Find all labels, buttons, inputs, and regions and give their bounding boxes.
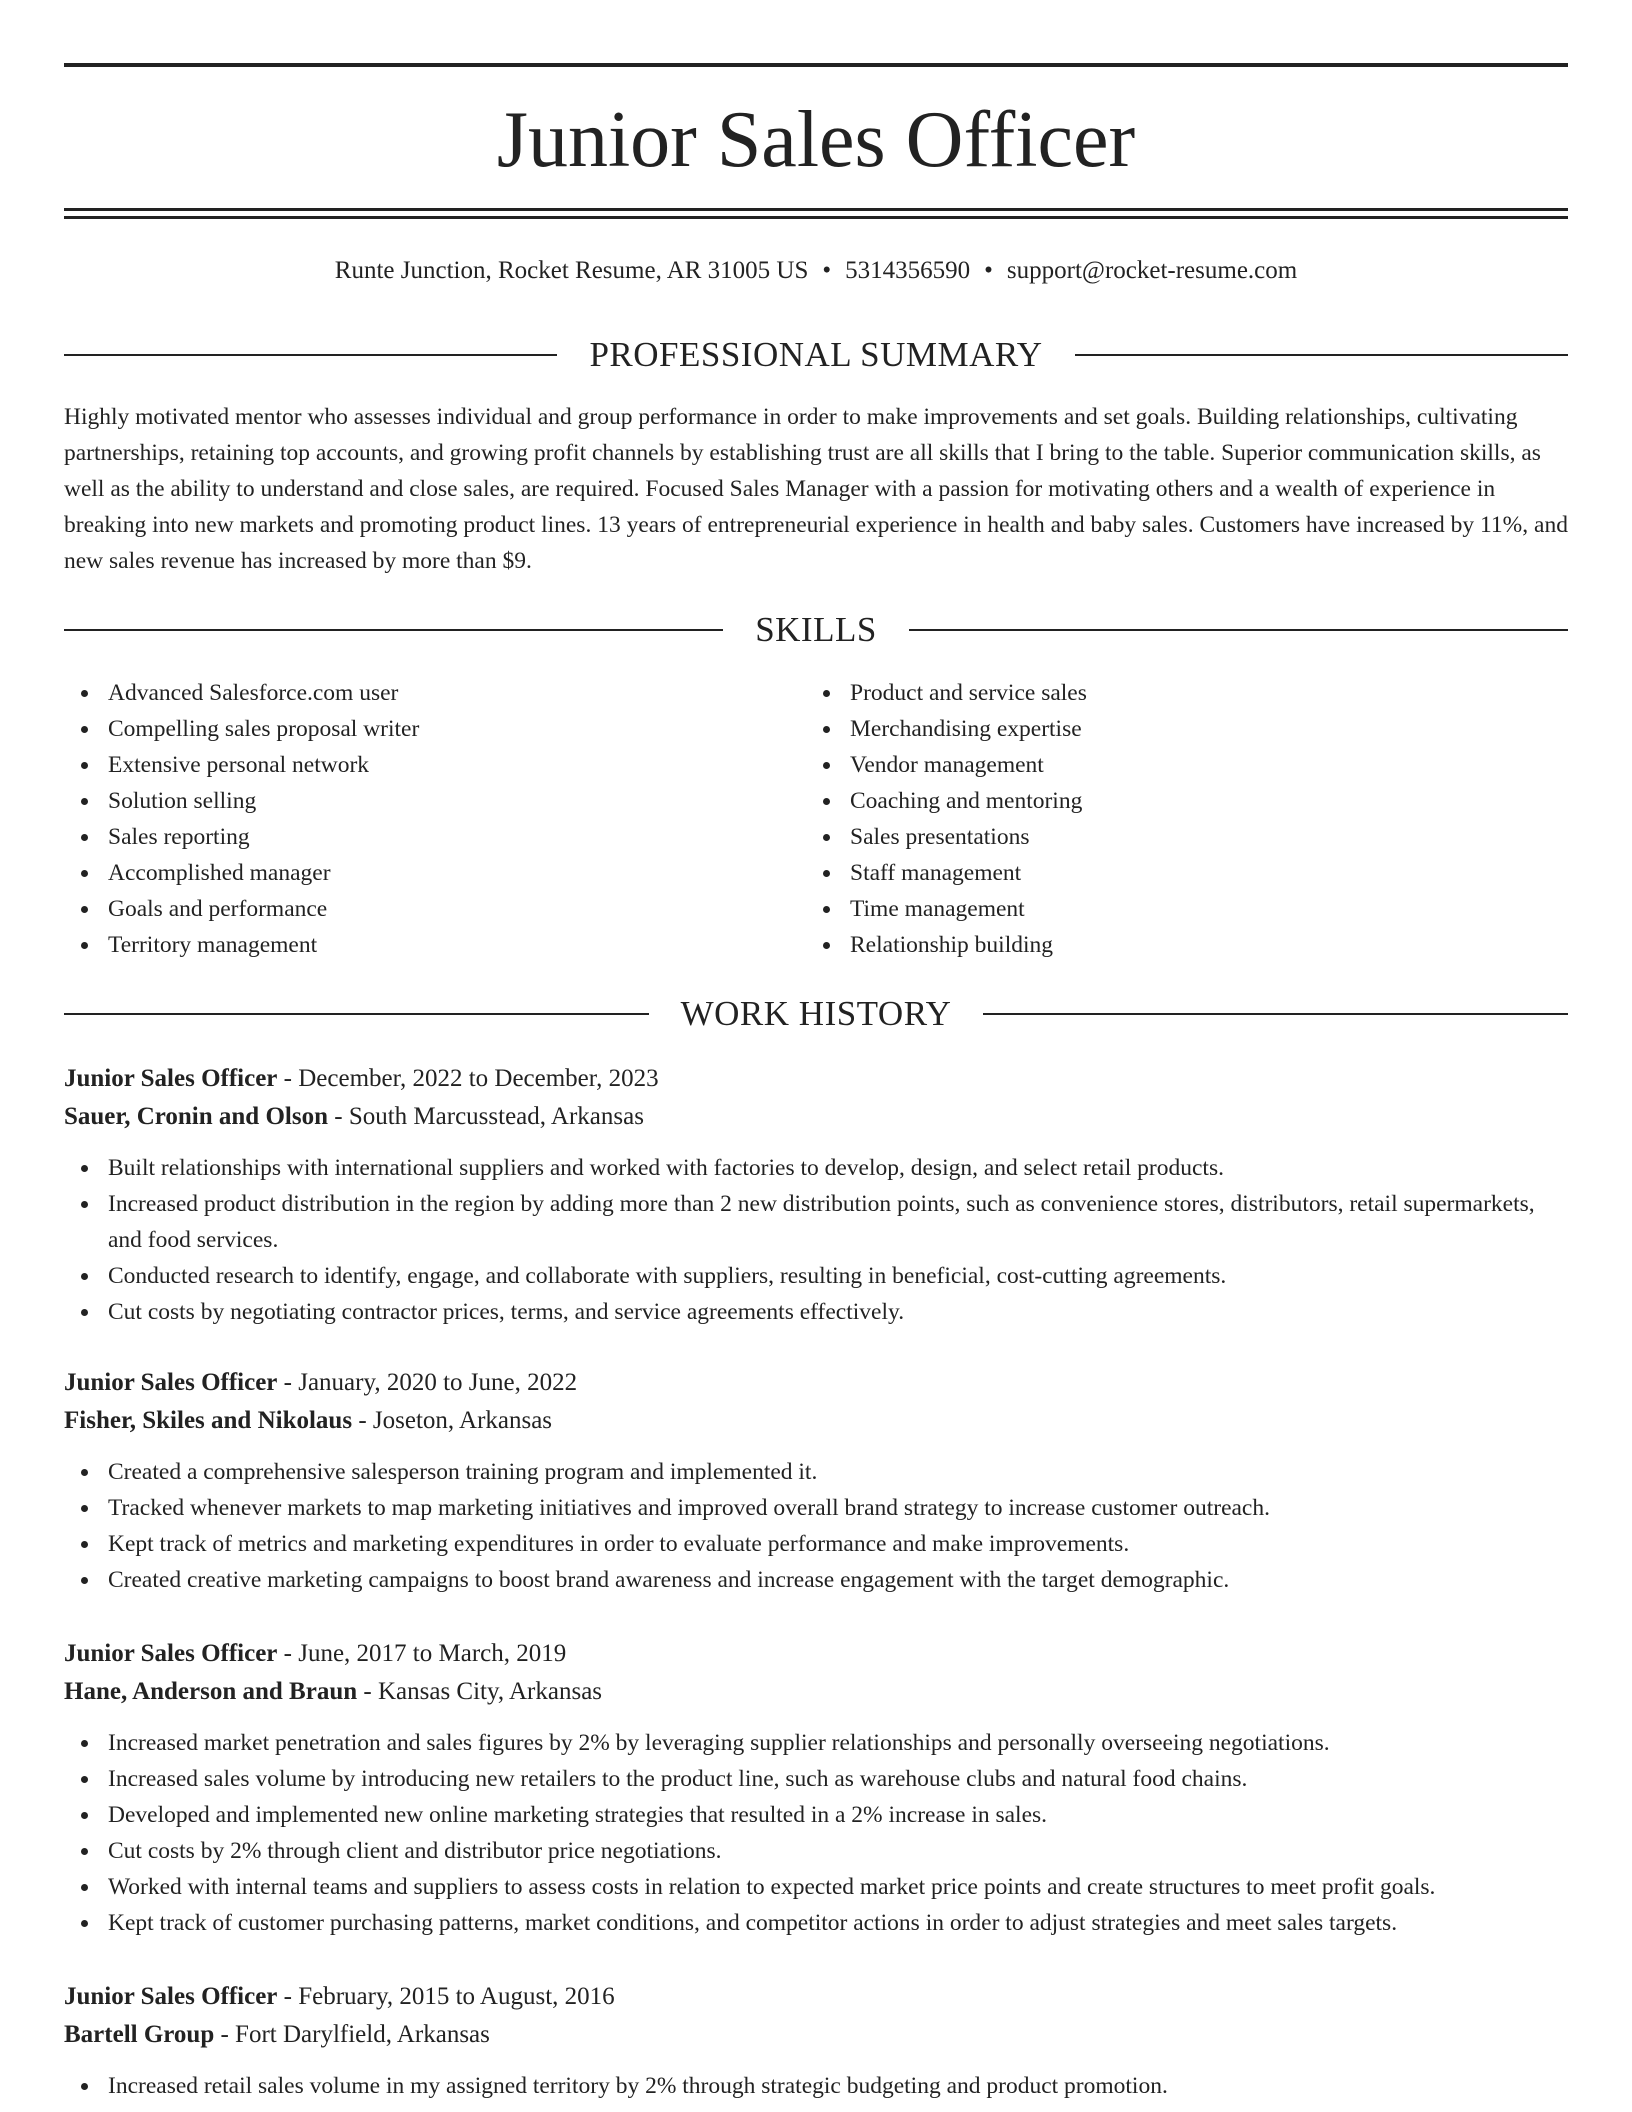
job-bullet: Developed and implemented new online marketing strategies that resulted in a 2% increase in sales. — [64, 1797, 1568, 1833]
job-entry — [64, 1060, 1568, 1330]
job-bullet-list — [64, 1150, 1568, 1330]
job-bullet: Built relationships with international suppliers and worked with factories to develop, design, and select retail products. — [64, 1150, 1568, 1186]
job-company: Bartell Group — [64, 2021, 215, 2048]
section-rule — [909, 629, 1568, 631]
job-title-line — [64, 1635, 1568, 1673]
contact-separator: • — [822, 257, 832, 284]
skill-item: Extensive personal network — [64, 747, 804, 783]
job-bullet: Created a comprehensive salesperson training program and implemented it. — [64, 1454, 1568, 1490]
job-title-line — [64, 1978, 1568, 2016]
job-dates: - December, 2022 to December, 2023 — [277, 1065, 659, 1092]
job-bullet: Tracked whenever markets to map marketing initiatives and improved overall brand strategy to increase customer outreach. — [64, 1490, 1568, 1526]
job-bullet: Cut costs by 2% through client and distributor price negotiations. — [64, 1833, 1568, 1869]
job-role: Junior Sales Officer — [64, 1369, 278, 1396]
summary-text: Highly motivated mentor who assesses individual and group performance in order to make improvements and set goals. Building relationships, cultivating partnerships, retaining top accounts, and growing profit channels by establishing trust are all skills that I bring to the table. Superior communication skills, as well as the ability to understand and close sales, are required. Focused Sales Manager with a passion for motivating others and a wealth of experience in breaking into new markets and promoting product lines. 13 years of entrepreneurial experience in health and baby sales. Customers have increased by 11%, and new sales revenue has increased by more than $9. — [64, 404, 1568, 574]
skill-item: Staff management — [806, 855, 1566, 891]
job-bullet: Worked with internal teams and suppliers to assess costs in relation to expected market price points and create structures to meet profit goals. — [64, 1869, 1568, 1905]
job-entry — [64, 1635, 1568, 1941]
job-bullet: Kept track of customer purchasing patterns, market conditions, and competitor actions in order to adjust strategies and meet sales targets. — [64, 1905, 1568, 1941]
skill-item: Territory management — [64, 927, 804, 963]
job-bullet-list — [64, 1725, 1568, 1941]
job-bullet: Cut costs by negotiating contractor prices, terms, and service agreements effectively. — [64, 1294, 1568, 1330]
job-bullet: Increased retail sales volume in my assigned territory by 2% through strategic budgeting and product promotion. — [64, 2068, 1568, 2104]
contact-phone: 5314356590 — [845, 257, 971, 284]
skill-item: Accomplished manager — [64, 855, 804, 891]
job-location: - South Marcusstead, Arkansas — [328, 1103, 644, 1130]
section-heading-skills — [64, 608, 1568, 652]
job-bullet: Created creative marketing campaigns to boost brand awareness and increase engagement with the target demographic. — [64, 1562, 1568, 1598]
job-entry — [64, 1364, 1568, 1598]
section-heading-summary — [64, 333, 1568, 377]
skill-item: Compelling sales proposal writer — [64, 711, 804, 747]
job-bullet-list — [64, 2068, 1568, 2104]
section-rule — [64, 1013, 649, 1015]
job-dates: - January, 2020 to June, 2022 — [277, 1369, 578, 1396]
skills-list-left — [64, 675, 804, 963]
job-bullet: Conducted research to identify, engage, and collaborate with suppliers, resulting in beneficial, cost-cutting agreements. — [64, 1258, 1568, 1294]
section-title: SKILLS — [755, 610, 877, 649]
top-rule — [64, 63, 1568, 67]
job-company-line — [64, 1402, 1568, 1440]
job-bullet: Kept track of metrics and marketing expenditures in order to evaluate performance and make improvements. — [64, 1526, 1568, 1562]
job-location: - Fort Darylfield, Arkansas — [214, 2021, 490, 2048]
section-rule — [983, 1013, 1568, 1015]
job-entry — [64, 1978, 1568, 2104]
skill-item: Merchandising expertise — [806, 711, 1566, 747]
skill-item: Solution selling — [64, 783, 804, 819]
header-rule-upper — [64, 208, 1568, 211]
job-company-line — [64, 1673, 1568, 1711]
job-bullet-list — [64, 1454, 1568, 1598]
job-company: Fisher, Skiles and Nikolaus — [64, 1407, 353, 1434]
job-location: - Joseton, Arkansas — [352, 1407, 553, 1434]
section-title: WORK HISTORY — [680, 994, 952, 1033]
skill-item: Vendor management — [806, 747, 1566, 783]
job-title-line — [64, 1060, 1568, 1098]
job-dates: - February, 2015 to August, 2016 — [277, 1983, 615, 2010]
job-company: Hane, Anderson and Braun — [64, 1678, 358, 1705]
section-heading-work-history — [64, 992, 1568, 1036]
job-bullet: Increased sales volume by introducing new retailers to the product line, such as warehouse clubs and natural food chains. — [64, 1761, 1568, 1797]
skill-item: Sales presentations — [806, 819, 1566, 855]
job-company-line — [64, 1098, 1568, 1136]
job-role: Junior Sales Officer — [64, 1640, 278, 1667]
skill-item: Relationship building — [806, 927, 1566, 963]
job-bullet: Increased market penetration and sales figures by 2% by leveraging supplier relationships and personally overseeing negotiations. — [64, 1725, 1568, 1761]
contact-address: Runte Junction, Rocket Resume, AR 31005 US — [334, 257, 809, 284]
section-rule — [64, 354, 557, 356]
skill-item: Goals and performance — [64, 891, 804, 927]
job-location: - Kansas City, Arkansas — [357, 1678, 603, 1705]
skill-item: Advanced Salesforce.com user — [64, 675, 804, 711]
skill-item: Sales reporting — [64, 819, 804, 855]
section-rule — [1075, 354, 1568, 356]
skill-item: Time management — [806, 891, 1566, 927]
skill-item: Coaching and mentoring — [806, 783, 1566, 819]
header-rule-lower — [64, 216, 1568, 219]
job-title-line — [64, 1364, 1568, 1402]
resume-title: Junior Sales Officer — [496, 96, 1136, 184]
job-role: Junior Sales Officer — [64, 1065, 278, 1092]
contact-line — [64, 254, 1568, 288]
job-bullet: Increased product distribution in the region by adding more than 2 new distribution points, such as convenience stores, distributors, retail supermarkets, and food services. — [64, 1186, 1568, 1258]
skill-item: Product and service sales — [806, 675, 1566, 711]
skills-list-right — [806, 675, 1566, 963]
job-dates: - June, 2017 to March, 2019 — [277, 1640, 567, 1667]
job-company-line — [64, 2016, 1568, 2054]
contact-email: support@rocket-resume.com — [1006, 257, 1298, 284]
job-company: Sauer, Cronin and Olson — [64, 1103, 328, 1130]
section-title: PROFESSIONAL SUMMARY — [589, 335, 1043, 374]
section-rule — [64, 629, 723, 631]
contact-separator: • — [984, 257, 993, 284]
job-role: Junior Sales Officer — [64, 1983, 278, 2010]
